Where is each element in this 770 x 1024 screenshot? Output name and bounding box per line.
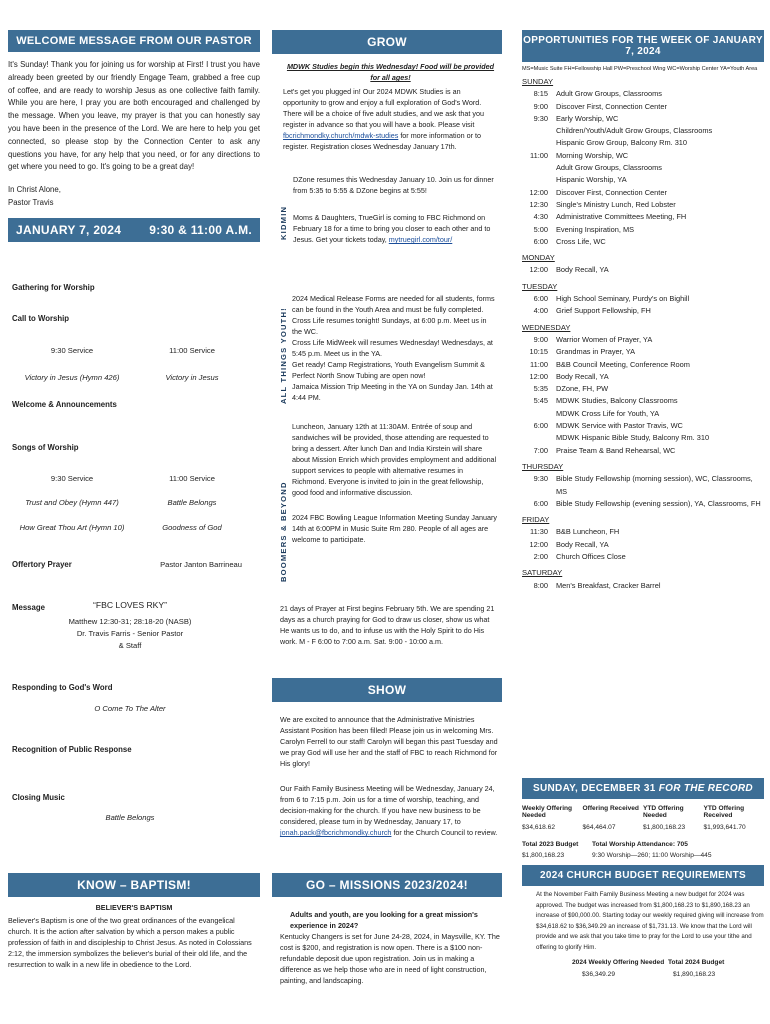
schedule-description: Praise Team & Band Rehearsal, WC (556, 445, 676, 455)
schedule-item (522, 150, 764, 162)
missions-text: Kentucky Changers is set for June 24-28, 2024, in Maysville, KY. The cost is $200, and registration is now open. There is a $100 non-refundable deposit due upon registration. Join us in making a difference as we help those who are in need of light construction, painting, and landscaping. (280, 932, 500, 985)
schedule-item (522, 539, 764, 551)
schedule-description: B&B Council Meeting, Conference Room (556, 359, 690, 369)
schedule-time: 5:45 (533, 396, 548, 406)
mdwk-text-1: Let's get you plugged in! Our 2024 MDWK Studies is an opportunity to grow and enjoy a full exploration of God's Word. There will be a choice of five adult studies, and we ask that you register in advance so that you will have a book. Please visit (283, 87, 484, 129)
youth-item-4: Get ready! Camp Registrations, Youth Evangelism Summit & Perfect North Snow Tubing are open now! (292, 360, 485, 380)
record-banner (522, 778, 764, 799)
schedule-time: 12:00 (529, 265, 548, 275)
youth-item-3: Cross Life MidWeek will resumes Wednesday! Wednesdays, at 5:45 p.m. Meet us in the YA. (292, 338, 493, 358)
schedule-description: Adult Grow Groups, Classrooms (556, 89, 662, 99)
schedule-item (522, 101, 764, 113)
schedule-description: Hispanic Grow Group, Balcony Rm. 310 (556, 138, 688, 148)
day-heading: SUNDAY (522, 77, 554, 86)
schedule-time: 6:00 (533, 498, 548, 508)
budget-2023-label: Total 2023 Budget (522, 841, 579, 848)
boomers-tag: BOOMERS & BEYOND (279, 481, 288, 582)
missions-heading: Adults and youth, are you looking for a great mission's experience in 2024? (290, 910, 478, 930)
mdwk-link[interactable]: fbcrichmondky.church/mdwk-studies (283, 131, 399, 140)
schedule-time: 4:30 (533, 212, 548, 222)
schedule-time: 9:00 (533, 334, 548, 344)
call-1100-header: 11:00 Service (169, 346, 215, 355)
record-title: FOR THE RECORD (658, 783, 753, 794)
schedule-description: MDWK Service with Pastor Travis, WC (556, 421, 683, 431)
service-times: 9:30 & 11:00 A.M. (149, 222, 252, 237)
schedule-time: 6:00 (533, 236, 548, 246)
mdwk-heading: MDWK Studies begin this Wednesday! Food will be provided for all ages! (286, 62, 495, 82)
youth-tag: ALL THINGS YOUTH! (279, 307, 288, 404)
business-meeting-email[interactable]: jonah.pack@fbcrichmondky.church (280, 828, 392, 837)
schedule-time: 10:15 (529, 347, 548, 357)
column-opportunities (522, 30, 764, 592)
offertory-leader: Pastor Janton Barrineau (160, 560, 242, 569)
schedule-item (522, 445, 764, 457)
show-section (272, 678, 502, 838)
budget-values (522, 971, 764, 978)
schedule-time: 11:30 (530, 527, 548, 537)
schedule-item (522, 498, 764, 510)
show-banner: SHOW (272, 678, 502, 702)
truegirl-text (283, 212, 498, 245)
youth-item-2: Cross Life resumes tonight! Sundays, at 6:00 p.m. Meet us in the WC. (292, 316, 487, 336)
schedule-item (522, 305, 764, 317)
schedule-time (522, 432, 556, 444)
songs-row-1 (12, 498, 252, 507)
schedule-item (522, 174, 764, 186)
schedule-item (522, 293, 764, 305)
rec-value-4: $1,993,641.70 (703, 824, 746, 831)
day-heading: THURSDAY (522, 461, 564, 471)
schedule-description: MDWK Hispanic Bible Study, Balcony Rm. 310 (556, 433, 710, 443)
kidmin-tag: KIDMIN (279, 205, 288, 240)
songs-label: Songs of Worship (12, 443, 79, 452)
rec-header-2: Offering Received (582, 805, 639, 812)
schedule-item (522, 264, 764, 276)
schedule-item (522, 395, 764, 407)
schedule-description: Adult Grow Groups, Classrooms (556, 163, 662, 173)
schedule-time: 9:00 (533, 101, 548, 111)
recognition-label: Recognition of Public Response (12, 745, 132, 754)
business-meeting-text (272, 783, 502, 838)
truegirl-link[interactable]: mytruegirl.com/tour/ (388, 235, 453, 244)
schedule-item (522, 88, 764, 100)
know-section (8, 873, 260, 970)
schedule-time: 11:00 (530, 359, 548, 369)
rec-header-3: YTD Offering Needed (643, 805, 684, 819)
day-heading: TUESDAY (522, 281, 558, 291)
budget-text: At the November Faith Family Business Meeting a new budget for 2024 was approved. The budget was increased from $1,800,168.23 to $1,890,168.23 an increase of $90,000.00. Starting today our weekly required giving will increase from $34,618.62 to $36,349.29 an increase of $1,731.13. We know that the Lord will provide and we ask that you take time to pray for the Lord to use your tithe and offering to glorify Him. (536, 891, 764, 951)
message-reference: Matthew 12:30-31; 28:18-20 (NASB) (68, 617, 192, 626)
schedule-item (522, 334, 764, 346)
schedule-time: 7:00 (533, 445, 548, 455)
grow-banner: GROW (272, 30, 502, 54)
call-service-headers (12, 346, 252, 355)
day-heading: SATURDAY (522, 568, 563, 578)
budget-2023 (522, 841, 592, 859)
schedule-description: Administrative Committees Meeting, FH (556, 212, 687, 222)
song1-1100: Battle Belongs (167, 498, 217, 507)
record-budget-row (522, 841, 764, 859)
budget-section (522, 865, 764, 978)
budget-header-2: Total 2024 Budget (668, 959, 725, 966)
attendance-breakdown: 9:30 Worship—260; 11:00 Worship—445 (592, 852, 712, 859)
kidmin-content (283, 61, 498, 245)
youth-content (292, 293, 498, 403)
column-worship (8, 30, 260, 242)
schedule-description: DZone, FH, PW (556, 384, 609, 394)
schedule-item (522, 580, 764, 592)
missions-banner: GO – MISSIONS 2023/2024! (272, 873, 502, 897)
day-heading: MONDAY (522, 253, 555, 263)
signoff-line-1: In Christ Alone, (8, 185, 61, 195)
schedule-item (522, 473, 764, 498)
schedule-item (522, 236, 764, 248)
schedule-description: Children/Youth/Adult Grow Groups, Classrooms (556, 126, 713, 136)
record-values (522, 824, 764, 831)
schedule-item (522, 211, 764, 223)
mdwk-text (283, 86, 498, 152)
song2-1100: Goodness of God (162, 523, 222, 532)
schedule-time: 2:00 (533, 551, 548, 561)
youth-item-1: 2024 Medical Release Forms are needed for all students, forms can be found in the Youth Area and must be fully completed. (292, 294, 495, 314)
call-930-header: 9:30 Service (50, 346, 94, 355)
truegirl-body: Moms & Daughters, TrueGirl is coming to FBC Richmond on February 18 for a time to bring you closer to each other and to Jesus. (293, 213, 491, 244)
schedule-item (522, 137, 764, 149)
message-title: “FBC LOVES RKY” (92, 600, 168, 610)
welcome-text: It's Sunday! Thank you for joining us for worship at First! I trust you have already been greeted by our friendly Engage Team, grabbed a free cup of coffee, and are ready to worship Jesus as one collective faith family. While you are here, I pray you are both encouraged and challenged by the message. When you leave, my prayer is that you can honestly say you have been in the presence of the Lord. We are here to help you get connected, so please stop by the Connection Center to ask any questions you have, for any help that you need, or for any directions to get where you need to go. It's going to be a great day! (8, 60, 260, 172)
boomers-item-1: Luncheon, January 12th at 11:30AM. Entrée of soup and sandwiches will be provided, those attending are requested to bring a dessert. After lunch Dan and India Kirstein will share about Mission Enrich which provides employment and additional support services to people with alternative resumes in Richmond. Everyone is invited to join in the great fellowship, good food and informative discussion. (292, 422, 497, 497)
schedule-time (522, 125, 556, 137)
message-speaker: Dr. Travis Farris - Senior Pastor (76, 629, 184, 638)
song1-930: Trust and Obey (Hymn 447) (25, 498, 119, 507)
schedule-time (522, 137, 556, 149)
schedule-item (522, 199, 764, 211)
schedule-time (522, 174, 556, 186)
mdwk-text-2: for more information or to register. Registration closes Wednesday January 17th. (283, 131, 482, 151)
schedule-description: Hispanic Worship, YA (556, 175, 627, 185)
schedule-item (522, 224, 764, 236)
date-banner (8, 218, 260, 242)
message-staff: & Staff (118, 641, 142, 650)
schedule-time: 9:30 (533, 474, 548, 484)
songs-row-2 (12, 523, 252, 532)
schedule-item (522, 187, 764, 199)
rec-value-3: $1,800,168.23 (643, 824, 686, 831)
schedule-item (522, 113, 764, 125)
prayer-text: 21 days of Prayer at First begins February 5th. We are spending 21 days as a church praying for God to draw us closer, show us what He wants us to do, and to infuse us with the Holy Spirit to do His work. M - F 6:00 to 7:00 a.m. Sat. 9:00 - 10:00 a.m. (280, 604, 495, 646)
schedule-item (522, 432, 764, 444)
schedule-time: 12:00 (529, 371, 548, 381)
schedule-item (522, 371, 764, 383)
record-section (522, 778, 764, 859)
record-headers (522, 805, 764, 819)
schedule-time: 8:00 (533, 580, 548, 590)
responding-label: Responding to God's Word (12, 683, 113, 692)
schedule-description: Bible Study Fellowship (morning session), WC, Classrooms, MS (556, 474, 753, 496)
rec-header-4: YTD Offering Received (703, 805, 745, 819)
schedule-item (522, 383, 764, 395)
schedule-item (522, 420, 764, 432)
location-legend: MS=Music Suite FH=Fellowship Hall PW=Preschool Wing WC=Worship Center YA=Youth Area (522, 66, 758, 72)
call-label: Call to Worship (12, 314, 70, 323)
schedule-time: 11:00 (530, 150, 548, 160)
message-label: Message (12, 603, 45, 612)
schedule-description: Bible Study Fellowship (evening session), YA, Classrooms, FH (556, 498, 761, 508)
schedule-time: 12:00 (529, 539, 548, 549)
schedule-description: Church Offices Close (556, 551, 626, 561)
gathering-label: Gathering for Worship (12, 283, 95, 292)
closing-label: Closing Music (12, 793, 65, 802)
schedule-description: Grief Support Fellowship, FH (556, 306, 651, 316)
budget-value-1: $36,349.29 (582, 971, 616, 978)
show-text: We are excited to announce that the Administrative Ministries Assistant Position has been filled! Please join us in welcoming Mrs. Carolyn Ferrell to our staff! Carolyn will began this past Tuesday and we pray God will use her and the staff of FBC to reach Richmond for His glory! (280, 715, 498, 768)
schedule-item (522, 346, 764, 358)
business-meeting-body: Our Faith Family Business Meeting will be Wednesday, January 24, from 6 to 7:15 p.m. Join us for a time of worship, teaching, and decision-making for the church. If you have new business to be considered, please turn in by Wednesday, January 17, to (280, 784, 495, 826)
call-songs (12, 373, 252, 382)
schedule-time (522, 162, 556, 174)
songs-930-header: 9:30 Service (50, 474, 94, 483)
column-grow (272, 30, 502, 54)
truegirl-tickets: Get your tickets today, (315, 235, 387, 244)
schedule-time: 12:00 (529, 187, 548, 197)
welcome-banner: WELCOME MESSAGE FROM OUR PASTOR (8, 30, 260, 52)
schedule-description: MDWK Cross Life for Youth, YA (556, 408, 660, 418)
business-meeting-end: for the Church Council to review. (393, 828, 498, 837)
schedule-time: 6:00 (533, 421, 548, 431)
offertory-label: Offertory Prayer (12, 560, 72, 569)
schedule-description: High School Seminary, Purdy's on Bighill (556, 294, 690, 304)
schedule-time: 12:30 (529, 199, 548, 209)
message-details (60, 616, 200, 652)
youth-item-5: Jamaica Mission Trip Meeting in the YA on Sunday Jan. 14th at 4:44 PM. (292, 382, 493, 402)
signoff-line-2: Pastor Travis (8, 197, 54, 207)
schedule-description: Morning Worship, WC (556, 150, 629, 160)
boomers-content (292, 421, 498, 545)
attendance-label: Total Worship Attendance: 705 (592, 841, 688, 848)
budget-headers (522, 959, 764, 966)
call-song-1100: Victory in Jesus (165, 373, 219, 382)
song2-930: How Great Thou Art (Hymn 10) (19, 523, 125, 532)
songs-service-headers (12, 474, 252, 483)
missions-section (272, 873, 502, 986)
welcome-announcements-label: Welcome & Announcements (12, 400, 117, 409)
responding-song: O Come To The Alter (94, 704, 166, 713)
schedule-time: 9:30 (533, 113, 548, 123)
schedule-description: Single's Ministry Lunch, Red Lobster (556, 199, 676, 209)
schedule-description: Body Recall, YA (556, 265, 609, 275)
schedule-item (522, 125, 764, 137)
baptism-heading: BELIEVER'S BAPTISM (95, 903, 173, 912)
schedule-item (522, 359, 764, 371)
schedule-description: Body Recall, YA (556, 539, 609, 549)
schedule-description: Discover First, Connection Center (556, 101, 667, 111)
baptism-text: Believer's Baptism is one of the two great ordinances of the evangelical church. It is the action after salvation by which a person makes a public profession of faith in and discipleship to Christ Jesus. As noted in Colossians 2:12, the immersion symbolizes the believer's burial of their old life, and the resurrection to walk in a new life in obedience to the Lord. (8, 916, 252, 969)
schedule-time: 5:35 (533, 384, 548, 394)
schedule-description: Cross Life, WC (556, 236, 606, 246)
schedule-description: Grandmas in Prayer, YA (556, 347, 636, 357)
day-heading: FRIDAY (522, 515, 550, 525)
songs-1100-header: 11:00 Service (169, 474, 215, 483)
weekly-schedule (522, 76, 764, 592)
schedule-time: 4:00 (533, 306, 548, 316)
schedule-description: Discover First, Connection Center (556, 187, 667, 197)
schedule-description: Evening Inspiration, MS (556, 224, 635, 234)
record-date: SUNDAY, DECEMBER 31 (533, 783, 656, 794)
rec-value-1: $34,618.62 (522, 824, 556, 831)
schedule-item (522, 408, 764, 420)
schedule-item (522, 526, 764, 538)
schedule-description: Early Worship, WC (556, 113, 619, 123)
schedule-description: Men's Breakfast, Cracker Barrel (556, 580, 661, 590)
opportunities-banner: OPPORTUNITIES FOR THE WEEK OF JANUARY 7, 2024 (522, 30, 764, 62)
budget-header-1: 2024 Weekly Offering Needed (572, 959, 665, 966)
schedule-description: Warrior Women of Prayer, YA (556, 334, 653, 344)
dzone-text: DZone resumes this Wednesday January 10. Join us for dinner from 5:35 to 5:55 & DZone begins at 5:55! (293, 175, 494, 195)
schedule-time (522, 408, 556, 420)
day-heading: WEDNESDAY (522, 322, 571, 332)
schedule-time: 6:00 (533, 294, 548, 304)
schedule-time: 8:15 (533, 89, 548, 99)
service-date: JANUARY 7, 2024 (16, 222, 122, 237)
schedule-time: 5:00 (533, 224, 548, 234)
schedule-description: B&B Luncheon, FH (556, 527, 620, 537)
schedule-item (522, 162, 764, 174)
schedule-description: MDWK Studies, Balcony Classrooms (556, 396, 678, 406)
budget-2023-value: $1,800,168.23 (522, 852, 565, 859)
schedule-description: Body Recall, YA (556, 371, 609, 381)
boomers-item-2: 2024 FBC Bowling League Information Meeting Sunday January 14th at 6:00PM in Music Suite Rm 280. People of all ages are welcome to participate. (292, 513, 497, 544)
call-song-930: Victory in Jesus (Hymn 426) (24, 373, 120, 382)
know-banner: KNOW – BAPTISM! (8, 873, 260, 897)
rec-value-2: $64,464.07 (582, 824, 616, 831)
budget-banner: 2024 CHURCH BUDGET REQUIREMENTS (522, 865, 764, 886)
closing-song: Battle Belongs (105, 813, 155, 822)
rec-header-1: Weekly Offering Needed (522, 805, 573, 819)
schedule-item (522, 551, 764, 563)
attendance (592, 841, 764, 859)
budget-value-2: $1,890,168.23 (673, 971, 716, 978)
